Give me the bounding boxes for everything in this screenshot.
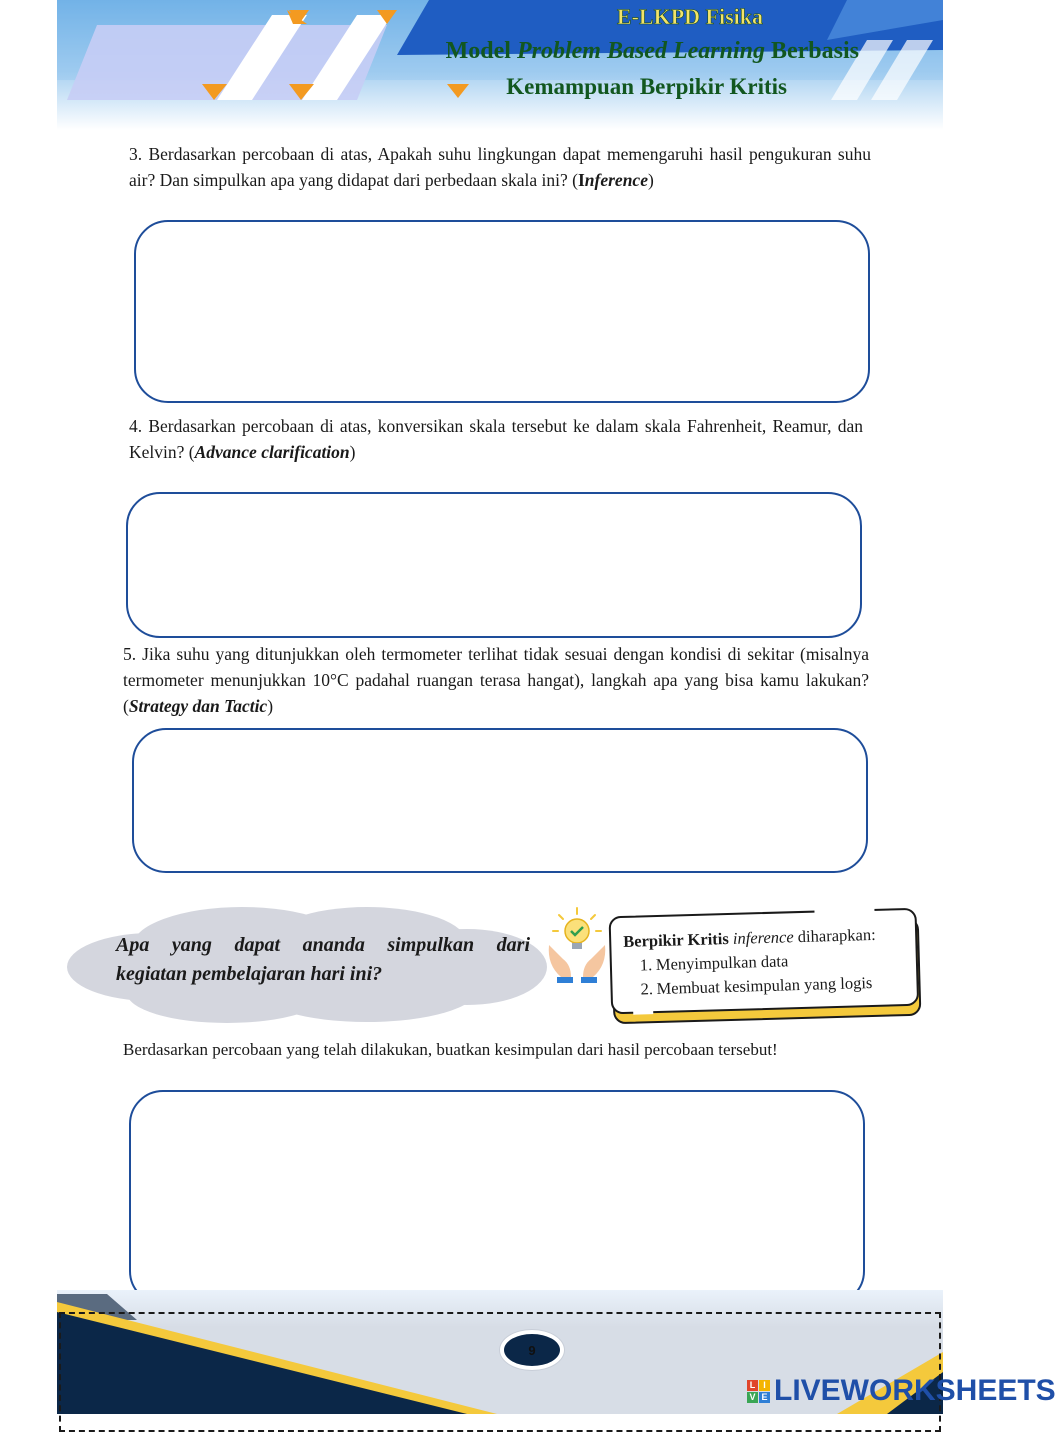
lightbulb-hands-icon [545,905,609,989]
worksheet-page [57,0,1056,1414]
answer-box-question-5[interactable] [132,728,868,873]
footer-dashed-frame [59,1312,941,1432]
answer-box-conclusion[interactable] [129,1090,865,1305]
tip-list-item: 1. Menyimpulkan data [639,951,789,975]
question-3: 3. Berdasarkan percobaan di atas, Apakah suhu lingkungan dapat memengaruhi hasil pengukuran suhu air? Dan simpulkan apa yang didapat dari perbedaan skala ini? (Inference) [129,144,871,190]
page-number-badge [500,1330,564,1370]
tip-heading: Berpikir Kritis inference diharapkan: [622,924,876,951]
critical-thinking-tip-card [609,908,922,1027]
page-header [57,0,943,130]
cloud-question: Apa yang dapat ananda simpulkan dari kegiatan pembelajaran hari ini? [116,934,530,985]
tip-list-item: 2. Membuat kesimpulan yang logis [640,973,873,999]
liveworksheets-brand-text: LIVEWORKSHEETS [774,1374,1056,1407]
liveworksheets-logo [747,1374,1056,1408]
answer-box-question-4[interactable] [126,492,862,638]
tip-card-body [609,908,920,1015]
tip-list [624,946,905,1002]
header-decoration [57,0,943,130]
answer-box-question-3[interactable] [134,220,870,403]
header-title-line3: Kemampuan Berpikir Kritis [506,74,787,99]
question-4: 4. Berdasarkan percobaan di atas, konversikan skala tersebut ke dalam skala Fahrenheit, Reamur, dan Kelvin? (Advance clarification) [129,416,863,462]
header-title-line2: Model Problem Based Learning Berbasis [445,38,859,64]
page-number: 9 [528,1342,536,1358]
header-title-line1: E-LKPD Fisika [616,4,763,29]
question-5: 5. Jika suhu yang ditunjukkan oleh termometer terlihat tidak sesuai dengan kondisi di sekitar (misalnya termometer menunjukkan 10°C padahal ruangan terasa hangat), langkah apa yang bisa kamu lakukan? (Strategy dan Tactic) [123,644,870,716]
liveworksheets-icon: L I V E [747,1380,770,1403]
conclusion-instruction: Berdasarkan percobaan yang telah dilakukan, buatkan kesimpulan dari hasil percobaan tersebut! [123,1040,778,1059]
